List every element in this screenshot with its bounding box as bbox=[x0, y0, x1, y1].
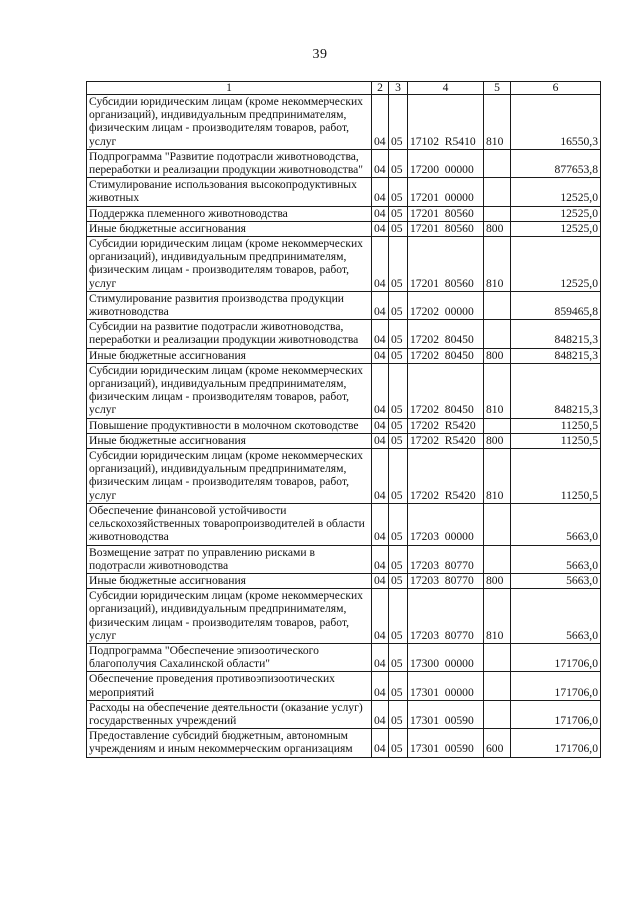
row-section: 04 bbox=[372, 700, 389, 728]
row-name: Обеспечение финансовой устойчивости сельскохозяйственных товаропроизводителей в области животноводства bbox=[87, 503, 372, 545]
row-expense-type bbox=[484, 178, 511, 206]
row-target-article: 17102 R5410 bbox=[408, 95, 484, 150]
row-name: Возмещение затрат по управлению рисками в подотрасли животноводства bbox=[87, 545, 372, 573]
row-target-article: 17301 00590 bbox=[408, 700, 484, 728]
table-row bbox=[87, 643, 601, 671]
row-amount: 171706,0 bbox=[511, 643, 601, 671]
row-subsection: 05 bbox=[389, 449, 408, 504]
row-name: Субсидии юридическим лицам (кроме некоммерческих организаций), индивидуальным предпринимателям, физическим лицам - производителям товаров, работ, услуг bbox=[87, 363, 372, 418]
row-target-article: 17201 80560 bbox=[408, 221, 484, 236]
table-body bbox=[87, 95, 601, 758]
header-col-subsection: 3 bbox=[389, 82, 408, 95]
row-expense-type: 810 bbox=[484, 95, 511, 150]
row-subsection: 05 bbox=[389, 237, 408, 292]
row-target-article: 17202 R5420 bbox=[408, 418, 484, 433]
row-expense-type: 810 bbox=[484, 449, 511, 504]
row-section: 04 bbox=[372, 589, 389, 644]
row-expense-type: 810 bbox=[484, 237, 511, 292]
row-section: 04 bbox=[372, 206, 389, 221]
table-row bbox=[87, 206, 601, 221]
row-name: Обеспечение проведения противоэпизоотических мероприятий bbox=[87, 672, 372, 700]
row-name: Субсидии юридическим лицам (кроме некоммерческих организаций), индивидуальным предпринимателям, физическим лицам - производителям товаров, работ, услуг bbox=[87, 237, 372, 292]
row-section: 04 bbox=[372, 672, 389, 700]
row-target-article: 17203 80770 bbox=[408, 545, 484, 573]
row-amount: 5663,0 bbox=[511, 589, 601, 644]
row-expense-type bbox=[484, 700, 511, 728]
row-section: 04 bbox=[372, 418, 389, 433]
table-row bbox=[87, 178, 601, 206]
header-row bbox=[87, 82, 601, 95]
row-target-article: 17202 R5420 bbox=[408, 433, 484, 448]
row-section: 04 bbox=[372, 221, 389, 236]
row-expense-type: 810 bbox=[484, 363, 511, 418]
row-expense-type bbox=[484, 672, 511, 700]
row-amount: 877653,8 bbox=[511, 149, 601, 177]
row-section: 04 bbox=[372, 149, 389, 177]
row-subsection: 05 bbox=[389, 149, 408, 177]
row-name: Субсидии на развитие подотрасли животноводства, переработки и реализации продукции животноводства bbox=[87, 320, 372, 348]
row-name: Стимулирование развития производства продукции животноводства bbox=[87, 291, 372, 319]
row-section: 04 bbox=[372, 348, 389, 363]
row-subsection: 05 bbox=[389, 589, 408, 644]
row-amount: 171706,0 bbox=[511, 729, 601, 757]
row-name: Субсидии юридическим лицам (кроме некоммерческих организаций), индивидуальным предпринимателям, физическим лицам - производителям товаров, работ, услуг bbox=[87, 95, 372, 150]
row-amount: 11250,5 bbox=[511, 433, 601, 448]
row-expense-type bbox=[484, 291, 511, 319]
row-expense-type bbox=[484, 643, 511, 671]
row-expense-type: 800 bbox=[484, 348, 511, 363]
row-target-article: 17301 00590 bbox=[408, 729, 484, 757]
row-amount: 5663,0 bbox=[511, 573, 601, 588]
row-amount: 848215,3 bbox=[511, 348, 601, 363]
row-subsection: 05 bbox=[389, 433, 408, 448]
budget-table bbox=[86, 81, 601, 758]
row-target-article: 17300 00000 bbox=[408, 643, 484, 671]
row-section: 04 bbox=[372, 503, 389, 545]
row-subsection: 05 bbox=[389, 729, 408, 757]
row-target-article: 17200 00000 bbox=[408, 149, 484, 177]
table-row bbox=[87, 320, 601, 348]
row-section: 04 bbox=[372, 320, 389, 348]
row-name: Стимулирование использования высокопродуктивных животных bbox=[87, 178, 372, 206]
row-target-article: 17203 80770 bbox=[408, 573, 484, 588]
row-expense-type bbox=[484, 503, 511, 545]
table-row bbox=[87, 95, 601, 150]
row-section: 04 bbox=[372, 643, 389, 671]
row-section: 04 bbox=[372, 433, 389, 448]
row-amount: 12525,0 bbox=[511, 237, 601, 292]
table-row bbox=[87, 221, 601, 236]
row-target-article: 17202 80450 bbox=[408, 320, 484, 348]
row-amount: 859465,8 bbox=[511, 291, 601, 319]
row-subsection: 05 bbox=[389, 178, 408, 206]
row-name: Подпрограмма "Развитие подотрасли животноводства, переработки и реализации продукции животноводства" bbox=[87, 149, 372, 177]
table-row bbox=[87, 503, 601, 545]
table-row bbox=[87, 363, 601, 418]
row-target-article: 17202 00000 bbox=[408, 291, 484, 319]
row-section: 04 bbox=[372, 449, 389, 504]
row-target-article: 17202 R5420 bbox=[408, 449, 484, 504]
row-name: Иные бюджетные ассигнования bbox=[87, 348, 372, 363]
row-subsection: 05 bbox=[389, 418, 408, 433]
row-amount: 12525,0 bbox=[511, 221, 601, 236]
row-expense-type: 800 bbox=[484, 433, 511, 448]
row-subsection: 05 bbox=[389, 545, 408, 573]
table-row bbox=[87, 291, 601, 319]
row-expense-type bbox=[484, 149, 511, 177]
header-col-target-article: 4 bbox=[408, 82, 484, 95]
row-target-article: 17202 80450 bbox=[408, 363, 484, 418]
row-target-article: 17203 80770 bbox=[408, 589, 484, 644]
table-row bbox=[87, 348, 601, 363]
row-subsection: 05 bbox=[389, 95, 408, 150]
table-row bbox=[87, 149, 601, 177]
table-row bbox=[87, 418, 601, 433]
table-row bbox=[87, 573, 601, 588]
row-section: 04 bbox=[372, 95, 389, 150]
table-row bbox=[87, 672, 601, 700]
row-amount: 848215,3 bbox=[511, 363, 601, 418]
row-name: Субсидии юридическим лицам (кроме некоммерческих организаций), индивидуальным предпринимателям, физическим лицам - производителям товаров, работ, услуг bbox=[87, 449, 372, 504]
row-amount: 11250,5 bbox=[511, 418, 601, 433]
row-name: Иные бюджетные ассигнования bbox=[87, 221, 372, 236]
row-section: 04 bbox=[372, 363, 389, 418]
row-expense-type: 800 bbox=[484, 221, 511, 236]
row-subsection: 05 bbox=[389, 221, 408, 236]
table-row bbox=[87, 449, 601, 504]
row-name: Иные бюджетные ассигнования bbox=[87, 433, 372, 448]
row-section: 04 bbox=[372, 178, 389, 206]
row-subsection: 05 bbox=[389, 503, 408, 545]
row-section: 04 bbox=[372, 573, 389, 588]
row-expense-type bbox=[484, 418, 511, 433]
table-row bbox=[87, 700, 601, 728]
row-amount: 848215,3 bbox=[511, 320, 601, 348]
header-col-section: 2 bbox=[372, 82, 389, 95]
table-row bbox=[87, 589, 601, 644]
row-target-article: 17201 00000 bbox=[408, 178, 484, 206]
row-expense-type: 600 bbox=[484, 729, 511, 757]
row-section: 04 bbox=[372, 545, 389, 573]
row-section: 04 bbox=[372, 729, 389, 757]
row-subsection: 05 bbox=[389, 672, 408, 700]
header-col-expense-type: 5 bbox=[484, 82, 511, 95]
row-expense-type bbox=[484, 320, 511, 348]
row-target-article: 17203 00000 bbox=[408, 503, 484, 545]
row-section: 04 bbox=[372, 237, 389, 292]
row-subsection: 05 bbox=[389, 320, 408, 348]
row-target-article: 17301 00000 bbox=[408, 672, 484, 700]
table-row bbox=[87, 433, 601, 448]
row-subsection: 05 bbox=[389, 363, 408, 418]
table-row bbox=[87, 237, 601, 292]
row-name: Расходы на обеспечение деятельности (оказание услуг) государственных учреждений bbox=[87, 700, 372, 728]
row-amount: 5663,0 bbox=[511, 545, 601, 573]
row-target-article: 17201 80560 bbox=[408, 206, 484, 221]
row-subsection: 05 bbox=[389, 573, 408, 588]
row-subsection: 05 bbox=[389, 700, 408, 728]
row-name: Подпрограмма "Обеспечение эпизоотического благополучия Сахалинской области" bbox=[87, 643, 372, 671]
row-name: Предоставление субсидий бюджетным, автономным учреждениям и иным некоммерческим организациям bbox=[87, 729, 372, 757]
row-target-article: 17202 80450 bbox=[408, 348, 484, 363]
row-amount: 12525,0 bbox=[511, 206, 601, 221]
row-amount: 16550,3 bbox=[511, 95, 601, 150]
page-number: 39 bbox=[312, 47, 328, 62]
row-subsection: 05 bbox=[389, 291, 408, 319]
row-name: Иные бюджетные ассигнования bbox=[87, 573, 372, 588]
header-col-name: 1 bbox=[87, 82, 372, 95]
row-subsection: 05 bbox=[389, 348, 408, 363]
row-target-article: 17201 80560 bbox=[408, 237, 484, 292]
row-name: Субсидии юридическим лицам (кроме некоммерческих организаций), индивидуальным предпринимателям, физическим лицам - производителям товаров, работ, услуг bbox=[87, 589, 372, 644]
row-expense-type: 810 bbox=[484, 589, 511, 644]
row-expense-type bbox=[484, 206, 511, 221]
row-subsection: 05 bbox=[389, 206, 408, 221]
row-expense-type bbox=[484, 545, 511, 573]
row-amount: 171706,0 bbox=[511, 700, 601, 728]
row-amount: 11250,5 bbox=[511, 449, 601, 504]
table-row bbox=[87, 729, 601, 757]
row-subsection: 05 bbox=[389, 643, 408, 671]
header-col-amount: 6 bbox=[511, 82, 601, 95]
row-expense-type: 800 bbox=[484, 573, 511, 588]
row-amount: 12525,0 bbox=[511, 178, 601, 206]
row-amount: 171706,0 bbox=[511, 672, 601, 700]
row-amount: 5663,0 bbox=[511, 503, 601, 545]
row-name: Повышение продуктивности в молочном скотоводстве bbox=[87, 418, 372, 433]
row-name: Поддержка племенного животноводства bbox=[87, 206, 372, 221]
row-section: 04 bbox=[372, 291, 389, 319]
table-row bbox=[87, 545, 601, 573]
